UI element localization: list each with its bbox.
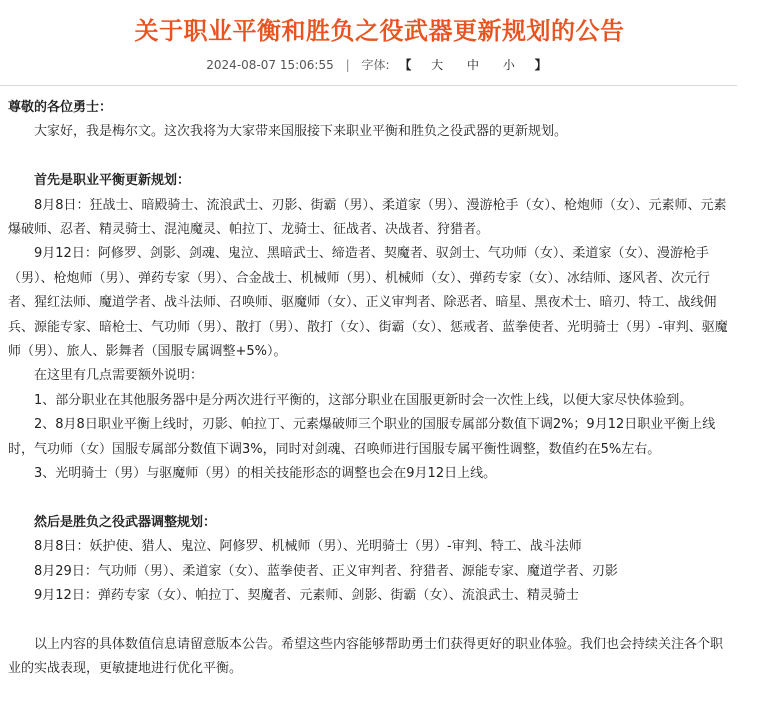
balance-sep12: 9月12日：阿修罗、剑影、剑魂、鬼泣、黑暗武士、缔造者、契魔者、驭剑士、气功师（女）、柔道家（女）、漫游枪手（男）、枪炮师（男）、弹药专家（男）、合金战士、机械师（男）、机械师（女）、弹药专家（女）、冰结师、逐风者、次元行者、猩红法师、魔道学者、战斗法师、召唤师、驱魔师（女）、正义审判者、除恶者、暗星、黑夜术士、暗刃、特工、战线佣兵、源能专家、暗枪士、气功师（男）、散打（男）、散打（女）、街霸（女）、惩戒者、蓝拳使者、光明骑士（男）-审判、驱魔师（男）、旅人、影舞者（国服专属调整+5%）。 [8, 246, 728, 360]
bracket-close: 】 [534, 58, 547, 72]
note-3: 3、光明骑士（男）与驱魔师（男）的相关技能形态的调整也会在9月12日上线。 [34, 466, 497, 482]
intro-paragraph: 大家好，我是梅尔文。这次我将为大家带来国服接下来职业平衡和胜负之役武器的更新规划。 [34, 124, 568, 140]
font-size-large-link[interactable]: 大 [431, 58, 444, 72]
meta-separator: | [345, 58, 350, 72]
weapon-sep12: 9月12日：弹药专家（女）、帕拉丁、契魔者、元素师、剑影、街霸（女）、流浪武士、精灵骑士 [34, 588, 579, 604]
publish-date: 2024-08-07 15:06:55 [206, 58, 334, 72]
font-size-medium-link[interactable]: 中 [467, 58, 480, 72]
article-title: 关于职业平衡和胜负之役武器更新规划的公告 [134, 17, 625, 45]
balance-heading: 首先是职业平衡更新规划： [34, 173, 191, 189]
spacer [8, 609, 735, 633]
font-size-small-link[interactable]: 小 [502, 58, 515, 72]
font-size-label: 字体: [361, 58, 390, 72]
closing-paragraph: 以上内容的具体数值信息请留意版本公告。希望这些内容能够帮助勇士们获得更好的职业体验。我们也会持续关注各个职业的实战表现，更敏捷地进行优化平衡。 [8, 636, 724, 677]
weapon-aug29: 8月29日：气功师（男）、柔道家（女）、蓝拳使者、正义审判者、狩猎者、源能专家、魔道学者、刃影 [34, 563, 618, 579]
balance-aug8: 8月8日：狂战士、暗殿骑士、流浪武士、刃影、街霸（男）、柔道家（男）、漫游枪手（女）、枪炮师（女）、元素师、元素爆破师、忍者、精灵骑士、混沌魔灵、帕拉丁、龙骑士、征战者、决战者、狩猎者。 [8, 197, 727, 238]
spacer [8, 145, 735, 169]
notes-intro: 在这里有几点需要额外说明： [34, 368, 204, 384]
note-1: 1、部分职业在其他服务器中是分两次进行平衡的，这部分职业在国服更新时会一次性上线，以便大家尽快体验到。 [34, 392, 693, 408]
greeting: 尊敬的各位勇士： [8, 100, 113, 115]
weapon-heading: 然后是胜负之役武器调整规划： [34, 514, 217, 530]
article-body [0, 86, 759, 682]
article-meta [0, 56, 759, 74]
weapon-aug8: 8月8日：妖护使、猎人、鬼泣、阿修罗、机械师（男）、光明骑士（男）-审判、特工、战斗法师 [34, 539, 582, 555]
spacer [8, 486, 735, 510]
note-2: 2、8月8日职业平衡上线时，刃影、帕拉丁、元素爆破师三个职业的国服专属部分数值下调2%；9月12日职业平衡上线时，气功师（女）国服专属部分数值下调3%，同时对剑魂、召唤师进行国服专属平衡性调整，数值约在5%左右。 [8, 417, 716, 457]
bracket-open: 【 [399, 58, 412, 72]
